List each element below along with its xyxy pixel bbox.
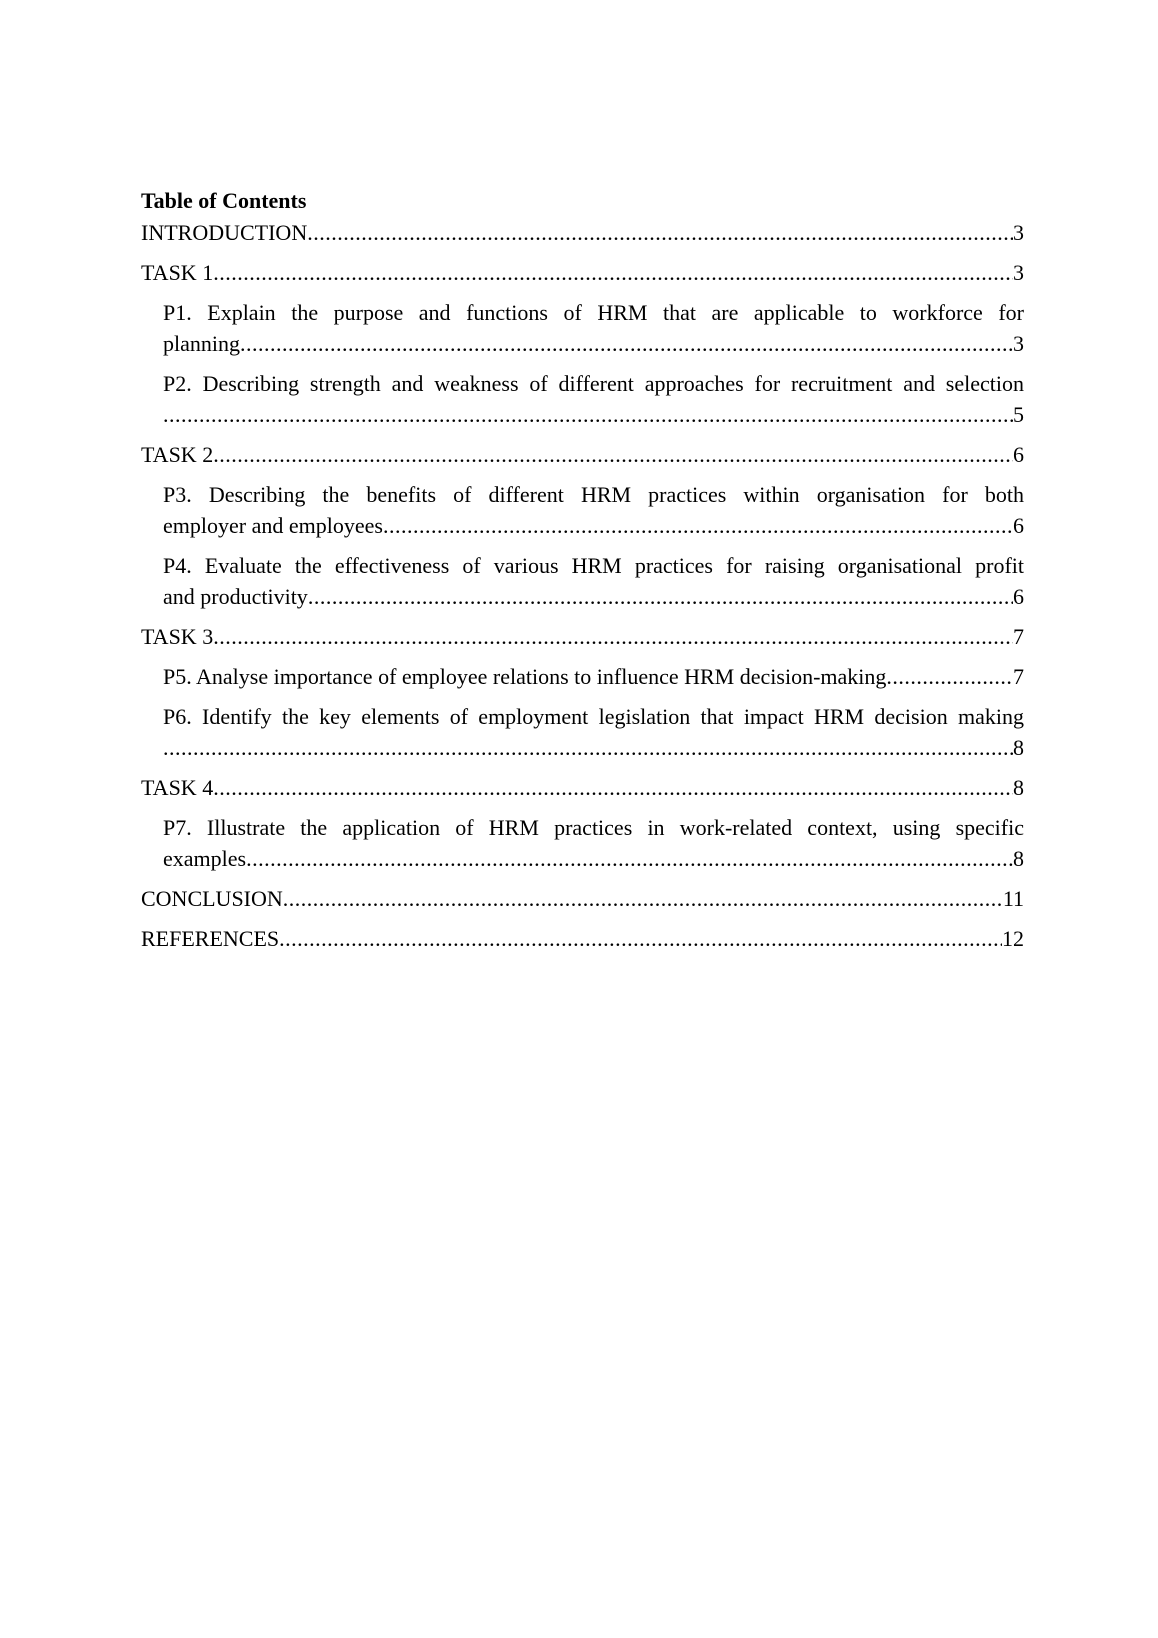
toc-page-number: 6 [1013, 513, 1024, 538]
toc-page-number: 3 [1013, 260, 1024, 285]
dot-leader [213, 257, 1013, 288]
toc-entry-text: TASK 2 [141, 442, 214, 467]
toc-entry-references[interactable] [141, 923, 1024, 954]
toc-page-number: 3 [1013, 220, 1024, 245]
toc-page-number: 6 [1013, 442, 1024, 467]
toc-page-number: 7 [1013, 624, 1024, 649]
toc-entry-p2[interactable] [141, 368, 1024, 430]
toc-list [141, 217, 1024, 954]
toc-entry-text: REFERENCES [141, 926, 280, 951]
dot-leader [246, 843, 1013, 874]
toc-page-number: 12 [1002, 926, 1024, 951]
toc-entry-text: TASK 4 [141, 775, 214, 800]
toc-entry-task-1[interactable] [141, 257, 1024, 288]
toc-entry-first-line: P4. Evaluate the effectiveness of various HRM practices for raising organisational profit [163, 553, 1024, 578]
toc-entry-text: examples [163, 846, 247, 871]
dot-leader [886, 661, 1013, 692]
dot-leader [213, 621, 1013, 652]
toc-entry-p7[interactable] [141, 812, 1024, 874]
toc-entry-text: TASK 3 [141, 624, 214, 649]
toc-entry-p6[interactable] [141, 701, 1024, 763]
toc-page-number: 3 [1013, 331, 1024, 356]
toc-entry-text: INTRODUCTION [141, 220, 308, 245]
dot-leader [308, 581, 1013, 612]
toc-page-number: 11 [1002, 886, 1024, 911]
toc-page-number: 8 [1013, 775, 1024, 800]
toc-entry-first-line: P3. Describing the benefits of different HRM practices within organisation for both [163, 482, 1024, 507]
toc-page-number: 8 [1013, 735, 1024, 760]
toc-entry-first-line: P2. Describing strength and weakness of different approaches for recruitment and selection [163, 371, 1024, 396]
toc-entry-first-line: P7. Illustrate the application of HRM practices in work-related context, using specific [163, 815, 1024, 840]
toc-page-number: 5 [1013, 402, 1024, 427]
toc-entry-p3[interactable] [141, 479, 1024, 541]
toc-entry-text: P5. Analyse importance of employee relations to influence HRM decision-making [163, 664, 887, 689]
toc-entry-p4[interactable] [141, 550, 1024, 612]
toc-entry-text: TASK 1 [141, 260, 214, 285]
document-page [141, 187, 1024, 963]
toc-entry-introduction[interactable] [141, 217, 1024, 248]
toc-entry-first-line: P6. Identify the key elements of employment legislation that impact HRM decision making [163, 704, 1024, 729]
toc-page-number: 6 [1013, 584, 1024, 609]
dot-leader [163, 732, 1013, 763]
toc-entry-p1[interactable] [141, 297, 1024, 359]
dot-leader [383, 510, 1013, 541]
toc-entry-first-line: P1. Explain the purpose and functions of HRM that are applicable to workforce for [163, 300, 1024, 325]
toc-page-number: 8 [1013, 846, 1024, 871]
toc-entry-conclusion[interactable] [141, 883, 1024, 914]
toc-entry-text: CONCLUSION [141, 886, 283, 911]
toc-entry-task-4[interactable] [141, 772, 1024, 803]
dot-leader [213, 439, 1013, 470]
toc-title: Table of Contents [141, 188, 307, 213]
dot-leader [283, 883, 1003, 914]
dot-leader [213, 772, 1013, 803]
dot-leader [307, 217, 1013, 248]
toc-entry-p5[interactable] [141, 661, 1024, 692]
dot-leader [240, 328, 1013, 359]
toc-entry-task-2[interactable] [141, 439, 1024, 470]
toc-entry-text: employer and employees [163, 513, 383, 538]
toc-entry-text: planning [163, 331, 240, 356]
toc-page-number: 7 [1013, 664, 1024, 689]
dot-leader [279, 923, 1002, 954]
toc-entry-text: and productivity [163, 584, 308, 609]
toc-entry-task-3[interactable] [141, 621, 1024, 652]
dot-leader [163, 399, 1013, 430]
